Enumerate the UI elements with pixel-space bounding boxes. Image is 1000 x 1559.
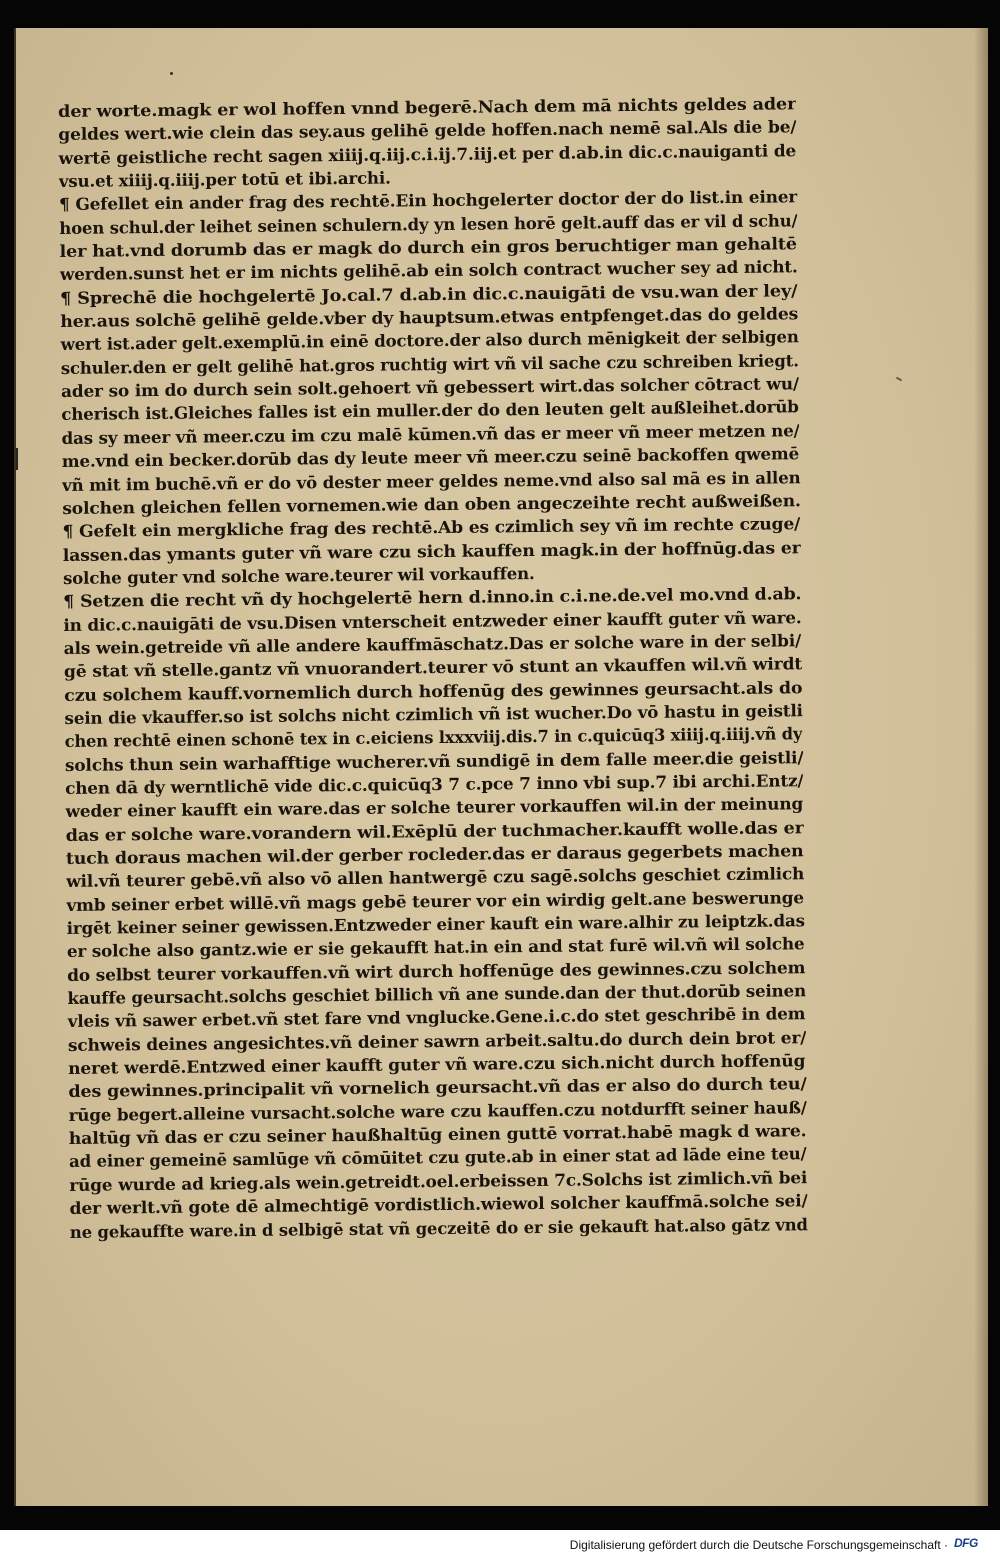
- text-line: her.aus solchē gelihē gelde.vber dy hauptsum.etwas entpfenget.das do geldes: [60, 303, 799, 332]
- text-line: werden.sunst het er im nichts gelihē.ab ein solch contract wucher sey ad nicht.: [59, 256, 798, 285]
- text-line: wil.vñ teurer gebē.vñ also vō allen hantwergē czu sagē.solchs geschiet czimlich: [66, 863, 805, 892]
- text-line: neret werdē.Entzwed einer kaufft guter vñ ware.czu sich.nicht durch hoffenūg: [68, 1050, 806, 1079]
- blackletter-text-block: [58, 92, 810, 1244]
- text-line: solchen gleichen fellen vornemen.wie dan oben angeczeihte recht außweißen.: [62, 490, 801, 518]
- text-line: cherisch ist.Gleiches falles ist ein muller.der do den leuten gelt außleihet.dorūb: [61, 396, 799, 425]
- text-line: schuler.den er gelt gelihē hat.gros ruchtig wirt vñ vil sache czu schreiben kriegt.: [60, 350, 799, 378]
- text-line: tuch doraus machen wil.der gerber rocleder.das er daraus gegerbets machen: [65, 840, 804, 868]
- text-line: er solche also gantz.wie er sie gekaufft hat.in ein and stat furē wil.vñ wil solche: [66, 933, 805, 962]
- funding-notice: Digitalisierung gefördert durch die Deutsche Forschungsgemeinschaft ·: [569, 1538, 948, 1552]
- text-line: weder einer kaufft ein ware.das er solche teurer vorkauffen wil.in der meinung: [65, 793, 804, 822]
- text-line: rūge begert.alleine vursacht.solche ware czu kauffen.czu notdurfft seiner hauß/: [68, 1096, 807, 1125]
- text-line: das er solche ware.vorandern wil.Exēplū der tuchmacher.kaufft wolle.das er: [65, 816, 804, 845]
- text-line: ader so im do durch sein solt.gehoert vñ gebessert wirt.das solcher cōtract wu/: [60, 373, 799, 402]
- text-line: ler hat.vnd dorumb das er magk do durch ein gros beruchtiger man gehaltē: [59, 233, 797, 262]
- margin-mark: [896, 377, 902, 382]
- text-line: in dic.c.nauigāti de vsu.Disen vnterscheit entzweder einer kaufft guter vñ ware.: [63, 606, 802, 635]
- text-line: geldes wert.wie clein das sey.aus gelihē gelde hoffen.nach nemē sal.Als die be/: [58, 116, 797, 145]
- ink-speck: [170, 72, 173, 75]
- text-line: hoen schul.der leihet seinen schulern.dy yn lesen horē gelt.auff das er vil d schu/: [59, 209, 798, 238]
- text-line: rūge wurde ad krieg.als wein.getreidt.oel.erbeissen 7c.Solchs ist zimlich.vñ bei: [69, 1167, 808, 1195]
- page-edge-shadow: [974, 28, 988, 1506]
- text-line: vñ mit im buchē.vñ er do vō dester meer geldes neme.vnd also sal mā es in allen: [61, 466, 801, 495]
- text-line: ¶ Sprechē die hochgelertē Jo.cal.7 d.ab.in dic.c.nauigāti de vsu.wan der ley/: [59, 280, 798, 308]
- text-line: vmb seiner erbet willē.vñ mags gebē teurer vor ein wirdig gelt.ane beswerunge: [66, 886, 805, 915]
- text-line: wertē geistliche recht sagen xiiij.q.iij.c.i.ij.7.iij.et per d.ab.in dic.c.nauiganti de: [58, 139, 797, 168]
- text-line: lassen.das ymants guter vñ ware czu sich kauffen magk.in der hoffnūg.das er: [62, 536, 801, 565]
- text-line: ad einer gemeinē samlūge vñ cōmūitet czu gute.ab in einer stat ad lāde eine teu/: [69, 1143, 807, 1172]
- text-line: chen rechtē einen schonē tex in c.eiciens lxxxviij.dis.7 in c.quicūq3 xiiij.q.iiij.vñ dy: [64, 723, 803, 752]
- text-line: do selbst teurer vorkauffen.vñ wirt durch hoffenūge des gewinnes.czu solchem: [67, 956, 806, 985]
- text-line: czu solchem kauff.vornemlich durch hoffenūg des gewinnes geursacht.als do: [64, 676, 803, 705]
- text-line: sein die vkauffer.so ist solchs nicht czimlich vñ ist wucher.Do vō hastu in geistli: [64, 700, 803, 728]
- text-line: ¶ Gefelt ein mergkliche frag des rechtē.Ab es czimlich sey vñ im rechte czuge/: [62, 513, 801, 542]
- dfg-logo: DFG: [954, 1536, 978, 1550]
- margin-mark: [16, 448, 18, 470]
- text-line: vleis vñ sawer erbet.vñ stet fare vnd vnglucke.Gene.i.c.do stet geschribē in dem: [67, 1003, 806, 1032]
- footer-bar: [0, 1530, 1000, 1559]
- text-line: des gewinnes.principalit vñ vornelich geursacht.vñ das er also do durch teu/: [68, 1073, 807, 1102]
- text-line: schweis deines angesichtes.vñ deiner sawrn arbeit.saltu.do durch dein brot er/: [67, 1026, 807, 1055]
- text-line: ¶ Gefellet ein ander frag des rechtē.Ein hochgelerter doctor der do list.in einer: [58, 186, 798, 215]
- text-line: das sy meer vñ meer.czu im czu malē kūmen.vñ das er meer vñ meer metzen ne/: [61, 420, 800, 448]
- text-line: kauffe geursacht.solchs geschiet billich vñ ane sunde.dan der thut.dorūb seinen: [67, 980, 806, 1009]
- text-line: irgēt keiner seiner gewissen.Entzweder einer kauft ein ware.alhir zu leiptzk.das: [66, 910, 805, 938]
- text-line: vsu.et xiiij.q.iiij.per totū et ibi.archi.: [58, 167, 391, 192]
- text-line: der worte.magk er wol hoffen vnnd begerē.Nach dem mā nichts geldes ader: [58, 93, 796, 121]
- text-line: solchs thun sein warhafftige wucherer.vñ sundigē in dem falle meer.die geistli/: [64, 746, 804, 775]
- text-line: chen dā dy werntlichē vide dic.c.quicūq3 7 c.pce 7 inno vbi sup.7 ibi archi.Entz/: [65, 770, 804, 798]
- text-line: ne gekauffte ware.in d selbigē stat vñ geczeitē do er sie gekauft hat.also gātz vnd: [69, 1213, 808, 1242]
- text-line: als wein.getreide vñ alle andere kauffmāschatz.Das er solche ware in der selbi/: [63, 630, 802, 658]
- text-line: gē stat vñ stelle.gantz vñ vnuorandert.teurer vō stunt an vkauffen wil.vñ wirdt: [63, 653, 803, 682]
- text-line: ¶ Setzen die recht vñ dy hochgelertē hern d.inno.in c.i.ne.de.vel mo.vnd d.ab.: [63, 583, 802, 612]
- text-line: wert ist.ader gelt.exemplū.in einē doctore.der also durch mēnigkeit der selbigen: [60, 326, 799, 355]
- text-line: haltūg vñ das er czu seiner haußhaltūg einen guttē vorrat.habē magk d ware.: [68, 1120, 807, 1149]
- text-line: der werlt.vñ gote dē almechtigē vordistlich.wiewol solcher kauffmā.solche sei/: [69, 1190, 808, 1219]
- text-line: me.vnd ein becker.dorūb das dy leute meer vñ meer.czu seinē backoffen qwemē: [61, 443, 800, 472]
- book-page: [14, 28, 988, 1506]
- text-line: solche guter vnd solche ware.teurer wil vorkauffen.: [62, 562, 535, 588]
